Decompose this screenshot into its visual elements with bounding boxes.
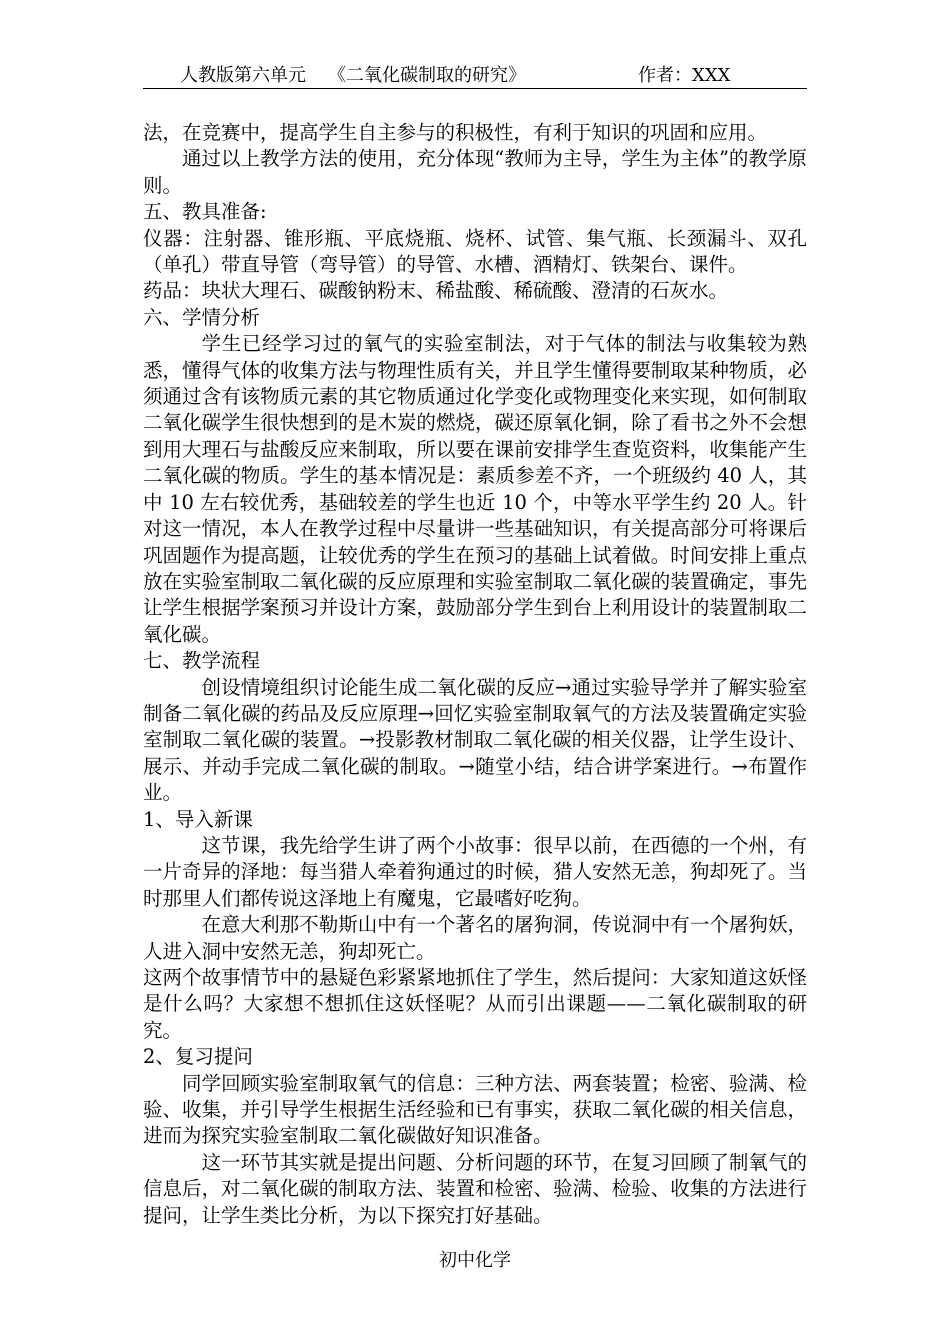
section-heading: 1、导入新课: [143, 807, 253, 831]
section-heading: 五、教具准备:: [143, 200, 267, 224]
header-title: 《二氧化碳制取的研究》: [328, 65, 526, 86]
paragraph: 法，在竞赛中，提高学生自主参与的积极性，有利于知识的巩固和应用。: [143, 121, 768, 144]
section-heading: 六、学情分析: [143, 305, 261, 329]
section-heading: 七、教学流程: [143, 649, 261, 673]
paragraph: 学生已经学习过的氧气的实验室制法，对于气体的制法与收集较为熟悉，懂得气体的收集方法与物理性质有关，并且学生懂得要制取某种物质，必须通过含有该物质元素的其它物质通过化学变化或物理变化来实现，如何制取二氧化碳学生很快想到的是木炭的燃烧，碳还原氧化铜，除了看书之外不会想到用大理石与盐酸反应来制取，所以要在课前安排学生查览资料，收集能产生二氧化碳的物质。学生的基本情况是：素质参差不齐，一个班级约 40 人，其中 10 左右较优秀，基础较差的学生也近 10 个，中等水平学生约 20 人。针对这一情况，本人在教学过程中尽量讲一些基础知识，有关提高部分可将课后巩固题作为提高题，让较优秀的学生在预习的基础上试着做。时间安排上重点放在实验室制取二氧化碳的反应原理和实验室制取二氧化碳的装置确定，事先让学生根据学案预习并设计方案，鼓励部分学生到台上利用设计的装置制取二氧化碳。: [143, 332, 807, 646]
document-body: [143, 120, 807, 1229]
paragraph: 同学回顾实验室制取氧气的信息：三种方法、两套装置；检密、验满、检验、收集，并引导学生根据生活经验和已有事实，获取二氧化碳的相关信息，进而为探究实验室制取二氧化碳做好知识准备。: [143, 1071, 807, 1148]
paragraph: 这两个故事情节中的悬疑色彩紧紧地抓住了学生，然后提问：大家知道这妖怪是什么吗？大家想不想抓住这妖怪呢？从而引出课题——二氧化碳制取的研究。: [143, 966, 807, 1042]
page-footer: 初中化学: [439, 1250, 511, 1271]
section-heading: 2、复习提问: [143, 1045, 253, 1069]
paragraph: 在意大利那不勒斯山中有一个著名的屠狗洞，传说洞中有一个屠狗妖，人进入洞中安然无恙，狗却死亡。: [143, 913, 807, 963]
paragraph: 药品：块状大理石、碳酸钠粉末、稀盐酸、稀硫酸、澄清的石灰水。: [143, 279, 729, 303]
paragraph: 这一环节其实就是提出问题、分析问题的环节，在复习回顾了制氧气的信息后，对二氧化碳的制取方法、装置和检密、验满、检验、收集的方法进行提问，让学生类比分析，为以下探究打好基础。: [143, 1150, 807, 1227]
header-author: 作者：XXX: [638, 65, 731, 86]
paragraph: 仪器：注射器、锥形瓶、平底烧瓶、烧杯、试管、集气瓶、长颈漏斗、双孔（单孔）带直导管（弯导管）的导管、水槽、酒精灯、铁架台、课件。: [143, 226, 807, 277]
header-unit: 人教版第六单元: [180, 65, 306, 86]
paragraph: 这节课，我先给学生讲了两个小故事：很早以前，在西德的一个州，有一片奇异的泽地：每当猎人牵着狗通过的时候，猎人安然无恙，狗却死了。当时那里人们都传说这泽地上有魔鬼，它最嗜好吃狗。: [143, 833, 807, 910]
page-header: [143, 62, 807, 89]
paragraph: 创设情境组织讨论能生成二氧化碳的反应→通过实验导学并了解实验室制备二氧化碳的药品及反应原理→回忆实验室制取氧气的方法及装置确定实验室制取二氧化碳的装置。→投影教材制取二氧化碳的相关仪器，让学生设计、展示、并动手完成二氧化碳的制取。→随堂小结，结合讲学案进行。→布置作业。: [143, 675, 807, 805]
paragraph: 通过以上教学方法的使用，充分体现“教师为主导，学生为主体”的教学原则。: [143, 147, 807, 197]
